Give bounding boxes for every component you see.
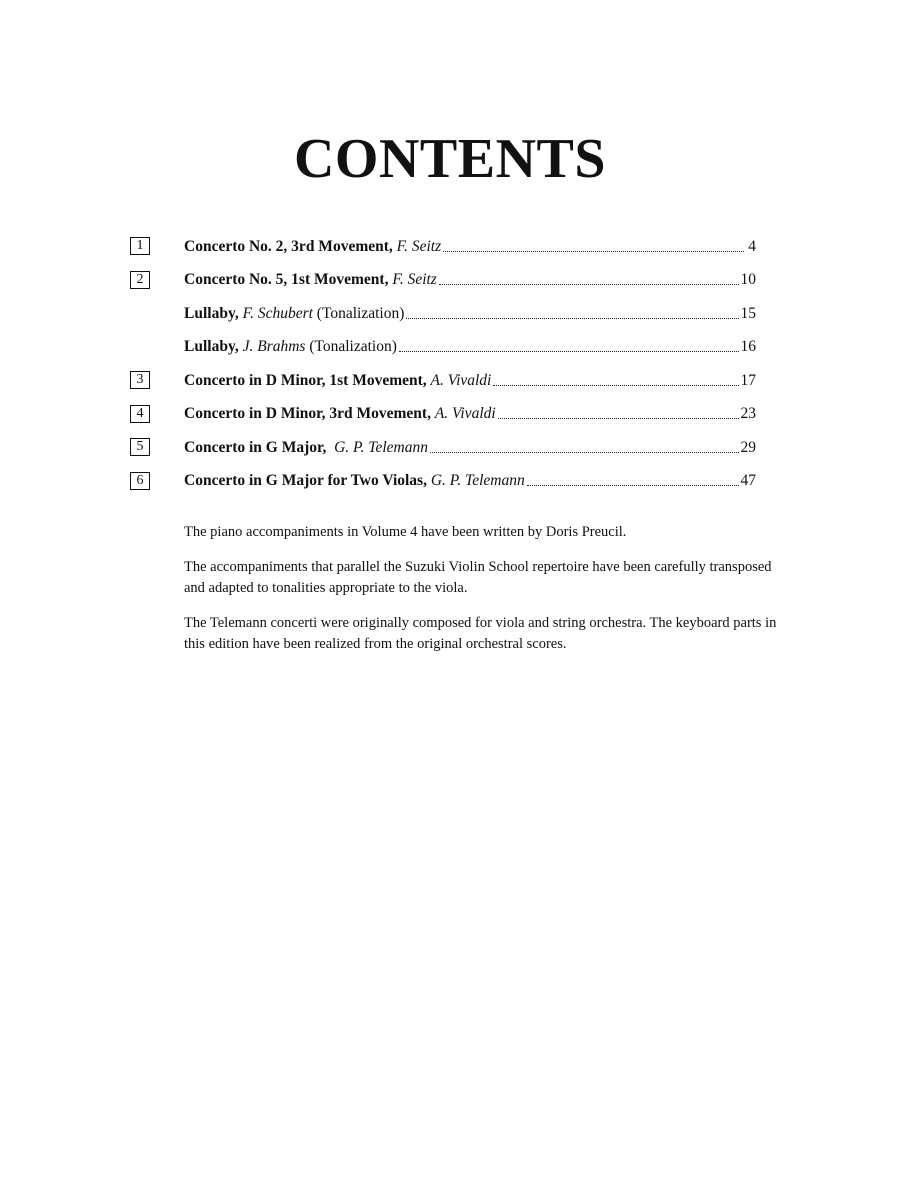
toc-entry-text <box>184 297 756 331</box>
piece-title: Concerto in G Major for Two Violas, <box>184 472 427 490</box>
track-number-box: 3 <box>130 371 150 389</box>
page-number: 23 <box>740 405 756 423</box>
toc-entry-text <box>184 230 756 264</box>
toc-entry <box>130 465 756 499</box>
page-title: CONTENTS <box>293 128 607 190</box>
composer-name: F. Seitz <box>396 237 442 255</box>
piece-note: (Tonalization) <box>309 338 397 356</box>
piece-title: Lullaby, <box>184 304 239 322</box>
dot-leader <box>443 238 744 256</box>
track-number-box: 2 <box>130 271 150 289</box>
page-number: 29 <box>740 438 756 456</box>
composer-name: F. Schubert <box>242 304 313 322</box>
toc-entry <box>130 230 756 264</box>
composer-name: G. P. Telemann <box>334 438 428 456</box>
page-number: 47 <box>740 472 756 490</box>
page-number: 10 <box>740 271 756 289</box>
toc-entry <box>130 331 756 365</box>
dot-leader <box>498 405 739 423</box>
piece-title: Concerto in D Minor, 1st Movement, <box>184 371 427 389</box>
composer-name: J. Brahms <box>242 338 306 356</box>
piece-title: Concerto No. 2, 3rd Movement, <box>184 237 393 255</box>
page-number: 15 <box>740 304 756 322</box>
piece-title: Concerto in D Minor, 3rd Movement, <box>184 405 431 423</box>
toc-entry <box>130 297 756 331</box>
page-number: 17 <box>740 371 756 389</box>
toc-entry-text <box>184 431 756 465</box>
toc-entry <box>130 264 756 298</box>
composer-name: A. Vivaldi <box>430 371 492 389</box>
page-number: 16 <box>740 338 756 356</box>
dot-leader <box>406 305 738 323</box>
dot-leader <box>493 372 738 390</box>
piece-title: Lullaby, <box>184 338 239 356</box>
dot-leader <box>399 338 739 356</box>
toc-entry <box>130 398 756 432</box>
track-number-box: 5 <box>130 438 150 456</box>
toc-entry-text <box>184 331 756 365</box>
toc-entry <box>130 431 756 465</box>
dot-leader <box>439 271 739 289</box>
dot-leader <box>527 472 739 490</box>
toc-entry <box>130 364 756 398</box>
page-number: 4 <box>748 237 756 255</box>
track-number-box: 1 <box>130 237 150 255</box>
toc-entry-text <box>184 398 756 432</box>
toc-entry-text <box>184 364 756 398</box>
note-paragraph: The accompaniments that parallel the Suzuki Violin School repertoire have been carefully transposed and adapted to tonalities appropriate to the viola. <box>184 559 772 596</box>
table-of-contents <box>130 230 756 498</box>
edition-notes <box>184 522 784 669</box>
composer-name: A. Vivaldi <box>434 405 496 423</box>
piece-title: Concerto in G Major, <box>184 438 327 456</box>
track-number-box: 6 <box>130 472 150 490</box>
dot-leader <box>430 439 739 457</box>
note-paragraph: The Telemann concerti were originally composed for viola and string orchestra. The keyboard parts in this edition have been realized from the original orchestral scores. <box>184 615 777 652</box>
toc-entry-text <box>184 465 756 499</box>
piece-title: Concerto No. 5, 1st Movement, <box>184 271 389 289</box>
composer-name: F. Seitz <box>392 271 437 289</box>
note-paragraph: The piano accompaniments in Volume 4 have been written by Doris Preucil. <box>184 524 627 540</box>
piece-note: (Tonalization) <box>316 304 405 322</box>
track-number-box: 4 <box>130 405 150 423</box>
toc-entry-text <box>184 264 756 298</box>
composer-name: G. P. Telemann <box>430 472 525 490</box>
